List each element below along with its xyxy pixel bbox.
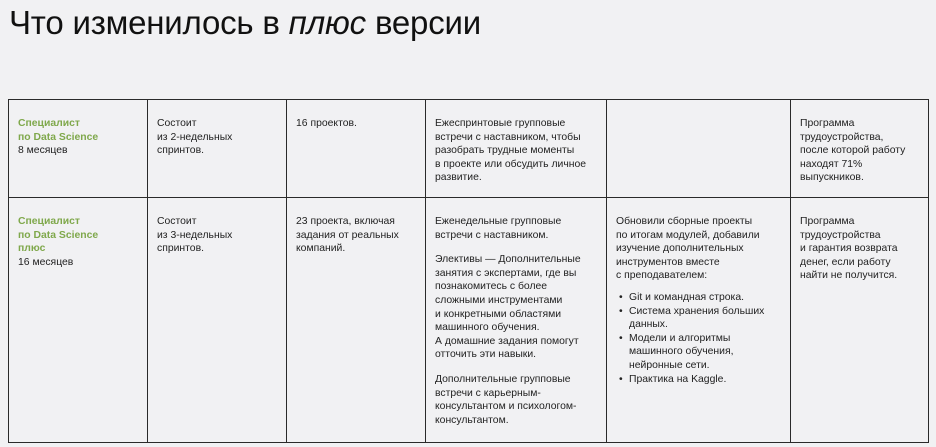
program-name-line: по Data Science [18,229,99,241]
text-line: и гарантия возврата [800,243,898,255]
text-line: машинного обучения. [435,322,540,334]
program-cell [9,100,148,198]
projects-cell [287,198,426,443]
program-duration: 16 месяцев [18,256,74,268]
text-line: данных. [629,319,668,331]
text-line: из 2-недельных [157,131,233,143]
program-cell [9,198,148,443]
text-line: спринтов. [157,243,204,255]
list-item [629,305,780,332]
table-row [9,100,929,198]
mentoring-cell [426,100,607,198]
text-line: Обновили сборные проекты [616,216,753,227]
title-text-after: версии [374,4,481,41]
text-paragraph [435,373,596,427]
text-line: трудоустройства, [800,131,884,143]
text-line: машинного обучения, [629,346,734,358]
mentoring-cell [426,198,607,443]
text-line: из 3-недельных [157,229,233,241]
text-line: Дополнительные групповые [435,373,571,385]
text-line: разобрать трудные моменты [435,145,575,157]
text-line: 16 проектов. [296,118,357,129]
program-name-line: плюс [18,243,46,255]
text-line: денег, если работу [800,256,891,268]
text-line: консультантом и психологом- [435,401,577,413]
text-line: в проекте или обсудить личное [435,158,587,170]
text-line: с преподавателем: [616,270,708,282]
text-line: • Система хранения больших [629,305,765,317]
program-name-line: Специалист [18,118,80,129]
text-line: по итогам модулей, добавили [616,229,760,241]
text-line: после которой работу [800,145,906,157]
list-item [629,332,780,373]
career-cell [791,198,929,443]
text-line: компаний. [296,243,346,255]
table-row [9,198,929,443]
text-line: и конкретными областями [435,308,562,320]
list-item [629,373,780,387]
text-line: сложными инструментами [435,294,563,306]
comparison-table [8,99,929,443]
program-duration: 8 месяцев [18,145,68,157]
format-cell [148,100,287,198]
text-line: отточить эти навыки. [435,349,537,361]
text-line: нейронные сети. [629,359,710,371]
text-line: Состоит [157,216,197,227]
text-line: найти не получится. [800,270,898,282]
text-line: спринтов. [157,145,204,157]
text-line: познакомитесь с более [435,281,548,293]
text-line: 23 проекта, включая [296,216,395,227]
text-line: Программа [800,118,855,129]
text-line: • Git и командная строка. [629,291,745,303]
text-line: находят 71% [800,158,863,170]
updates-cell [607,198,791,443]
text-line: Ежеспринтовые групповые [435,118,566,129]
text-line: встречи с карьерным- [435,387,541,399]
program-name-line: Специалист [18,216,80,227]
bullet-list [616,291,780,386]
text-line: встречи с наставником. [435,229,549,241]
text-line: выпускников. [800,172,864,184]
title-text-italic: плюс [288,4,366,41]
text-line: занятия с экспертами, где вы [435,267,577,279]
text-line: Элективы — Дополнительные [435,254,581,266]
text-line: А домашние задания помогут [435,335,579,347]
program-name-line: по Data Science [18,131,99,143]
text-line: встречи с наставником, чтобы [435,131,581,143]
text-line: консультантом. [435,414,509,426]
list-item [629,291,780,305]
text-line: задания от реальных [296,229,399,241]
text-line: трудоустройства [800,229,881,241]
projects-cell [287,100,426,198]
title-text-before: Что изменилось в [9,4,280,41]
text-line: Еженедельные групповые [435,216,562,227]
page-title [9,4,481,42]
text-line: изучение дополнительных [616,243,744,255]
format-cell [148,198,287,443]
text-line: Программа [800,216,855,227]
text-line: • Практика на Kaggle. [629,373,727,385]
updates-cell [607,100,791,198]
text-line: • Модели и алгоритмы [629,332,731,344]
text-line: Состоит [157,118,197,129]
text-paragraph [435,117,596,185]
text-line: инструментов вместе [616,256,720,268]
text-paragraph [435,215,596,242]
career-cell [791,100,929,198]
text-paragraph [435,253,596,362]
text-line: развитие. [435,172,482,184]
